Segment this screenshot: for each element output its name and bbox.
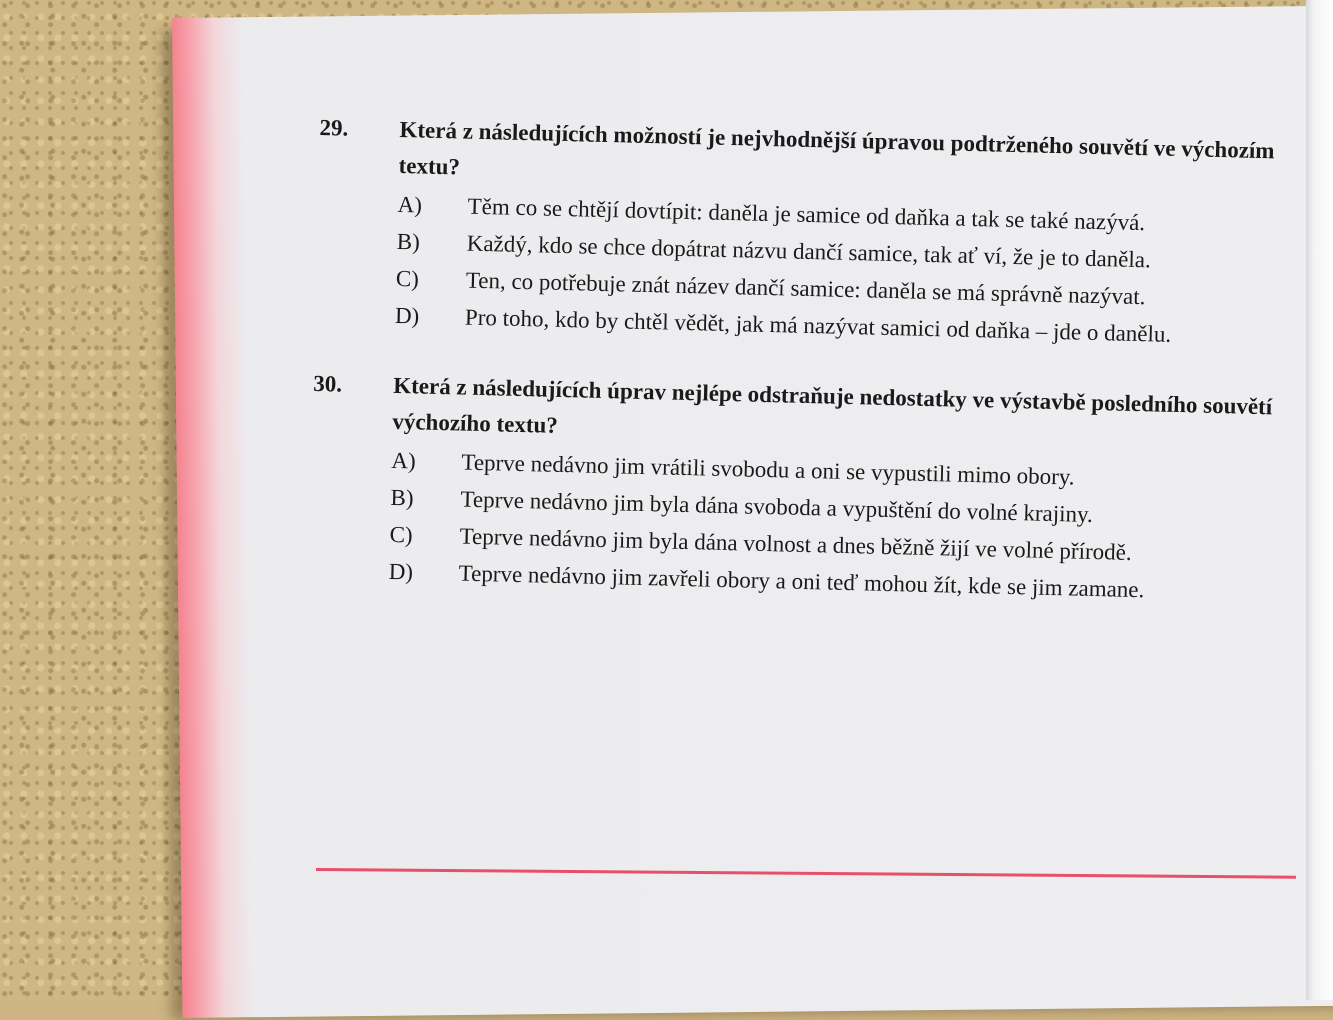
option-letter: D) bbox=[394, 302, 420, 329]
option-letter: C) bbox=[389, 521, 413, 548]
page-content bbox=[308, 110, 1279, 611]
option-letter: D) bbox=[388, 558, 414, 585]
option-list bbox=[308, 440, 1271, 611]
option-text: Ten, co potřebuje znát název dančí samice: daněla se má správně nazývat. bbox=[465, 267, 1146, 310]
question-29 bbox=[315, 110, 1280, 355]
option-list bbox=[315, 184, 1278, 355]
question-prompt: Která z následujících úprav nejlépe odstraňuje nedostatky ve výstavbě posledního souvětí výchozího textu? bbox=[392, 372, 1273, 438]
option-text: Těm co se chtějí dovtípit: daněla je samice od daňka a tak se také nazývá. bbox=[467, 193, 1146, 236]
option-letter: A) bbox=[397, 191, 423, 218]
option-text: Teprve nedávno jim zavřeli obory a oni teď mohou žít, kde se jim zamane. bbox=[458, 560, 1145, 603]
question-number: 29. bbox=[319, 114, 349, 141]
next-page-edge bbox=[1306, 0, 1333, 1000]
option-letter: B) bbox=[396, 228, 421, 255]
option-text: Každý, kdo se chce dopátrat názvu dančí samice, tak ať ví, že je to daněla. bbox=[466, 230, 1152, 273]
question-number: 30. bbox=[313, 370, 343, 397]
option-text: Teprve nedávno jim vrátili svobodu a oni se vypustili mimo obory. bbox=[461, 449, 1075, 490]
option-text: Teprve nedávno jim byla dána volnost a dnes běžně žijí ve volné přírodě. bbox=[459, 523, 1132, 565]
option-letter: A) bbox=[391, 447, 417, 474]
option-letter: B) bbox=[390, 484, 414, 511]
option-text: Teprve nedávno jim byla dána svoboda a vypuštění do volné krajiny. bbox=[460, 486, 1094, 527]
question-30 bbox=[308, 366, 1273, 611]
option-letter: C) bbox=[395, 265, 420, 292]
question-prompt: Která z následujících možností je nejvhodnější úpravou podtrženého souvětí ve výchozím textu? bbox=[398, 116, 1275, 180]
option-text: Pro toho, kdo by chtěl vědět, jak má nazývat samici od daňka – jde o danělu. bbox=[464, 304, 1172, 347]
